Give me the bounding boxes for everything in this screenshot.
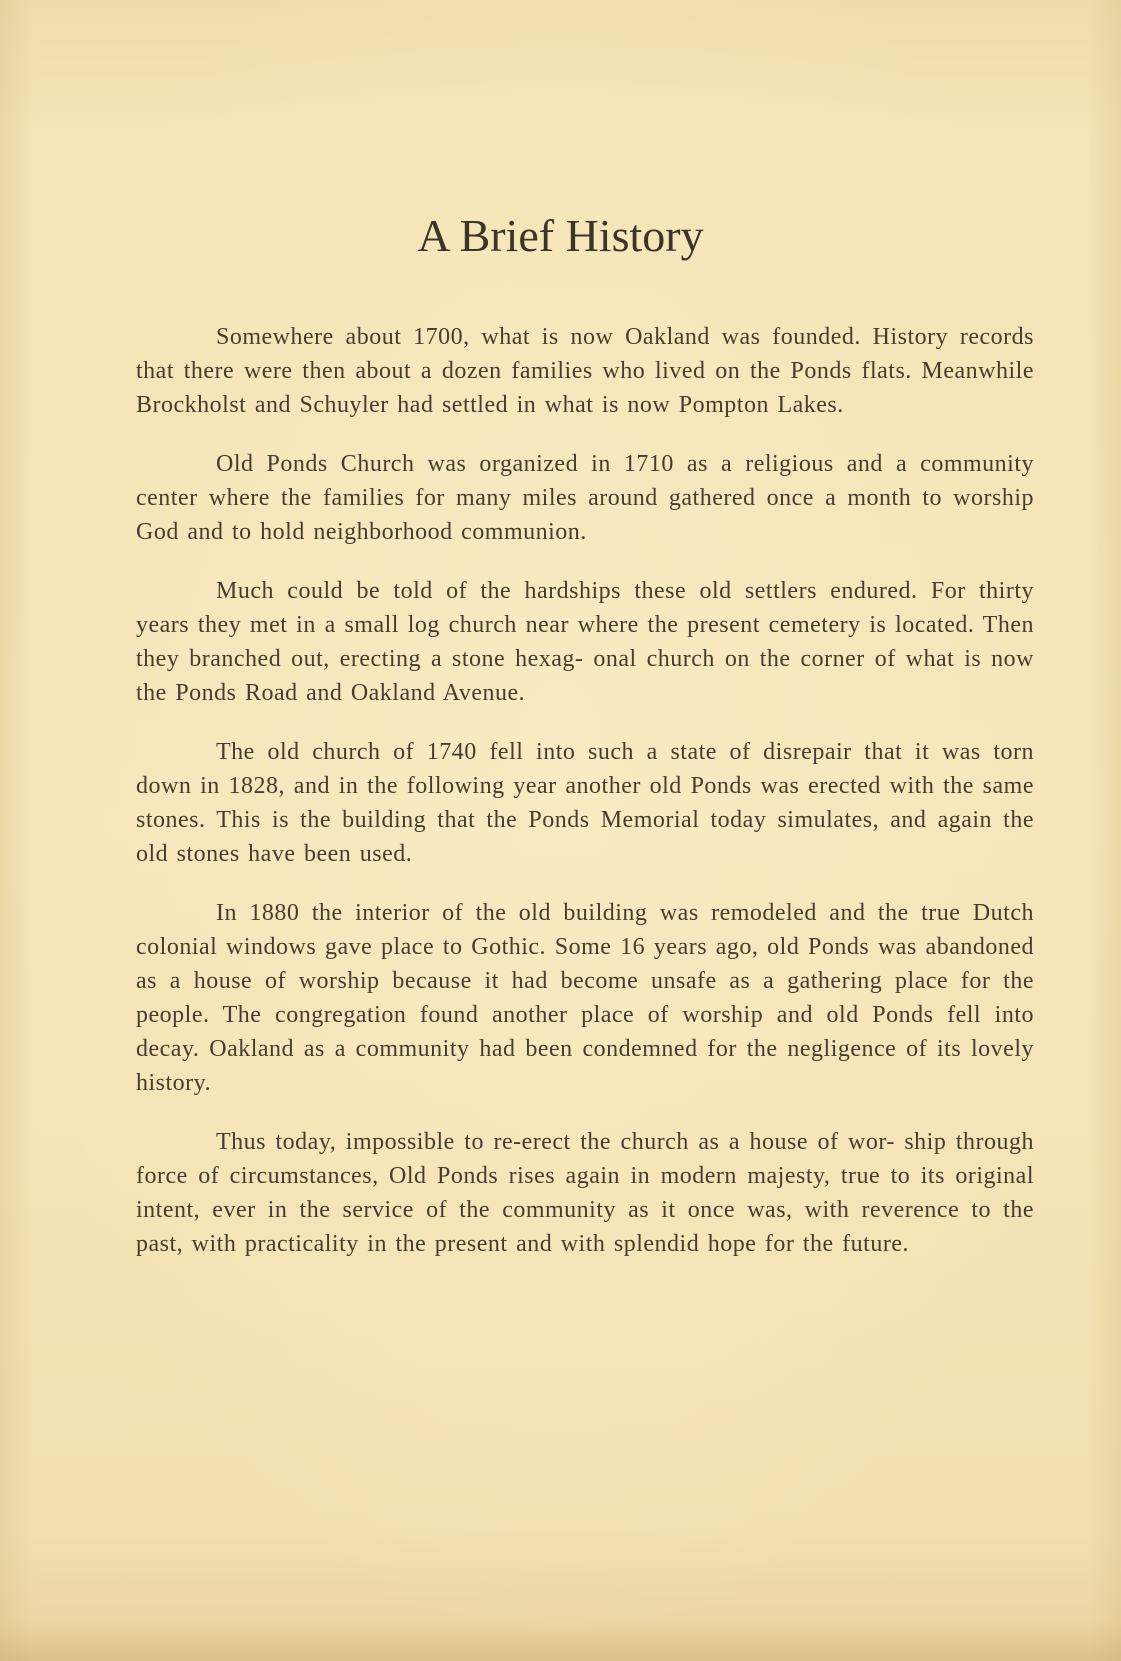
paragraph-church-organized: Old Ponds Church was organized in 1710 as a religious and a community center where the families for many miles around gathered once a month to worship God and to hold neighborhood communion. [136,451,1034,545]
paragraph-today: Thus today, impossible to re-erect the church as a house of wor- ship through force of circumstances, Old Ponds rises again in modern majesty, true to its original intent, ever in the service of the community as it once was, with reverence to the past, with practicality in the present and with splendid hope for the future. [136,1129,1034,1257]
paragraph-founding: Somewhere about 1700, what is now Oakland was founded. History records that there were then about a dozen families who lived on the Ponds flats. Meanwhile Brockholst and Schuyler had settled in what is now Pompton Lakes. [136,324,1034,418]
document-body [136,320,1034,1286]
paragraph-rebuilding: The old church of 1740 fell into such a state of disrepair that it was torn down in 1828, and in the following year another old Ponds was erected with the same stones. This is the building that the Ponds Memorial today simulates, and again the old stones have been used. [136,739,1034,867]
paragraph-remodeling: In 1880 the interior of the old building was remodeled and the true Dutch colonial windows gave place to Gothic. Some 16 years ago, old Ponds was abandoned as a house of worship because it had become unsafe as a gathering place for the people. The congregation found another place of worship and old Ponds fell into decay. Oakland as a community had been condemned for the negligence of its lovely history. [136,900,1034,1096]
page-title: A Brief History [417,210,704,261]
paragraph-hardships: Much could be told of the hardships these old settlers endured. For thirty years they met in a small log church near where the present cemetery is located. Then they branched out, erecting a stone hexag- onal church on the corner of what is now the Ponds Road and Oakland Avenue. [136,578,1034,706]
